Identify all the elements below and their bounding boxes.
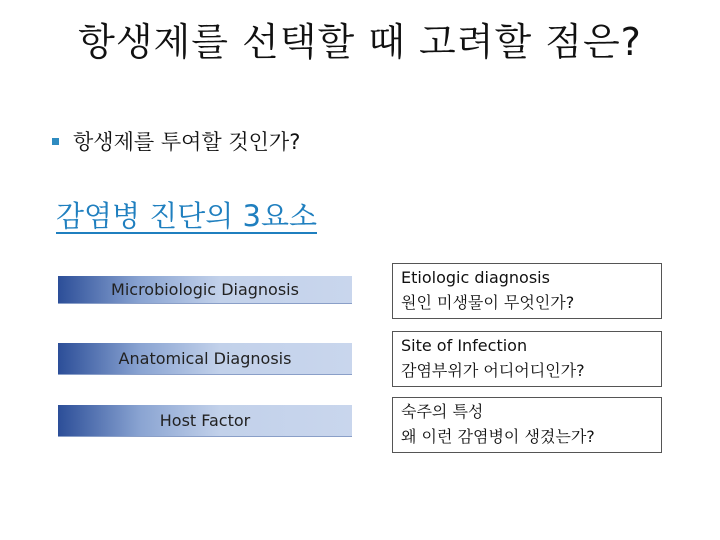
- factor-box-anatomical: [58, 343, 352, 375]
- factor-label: Host Factor: [159, 411, 251, 430]
- desc-box-microbiologic: [392, 263, 662, 319]
- factor-label: Anatomical Diagnosis: [118, 349, 292, 368]
- desc-box-anatomical: [392, 331, 662, 387]
- factor-box-host: [58, 405, 352, 437]
- desc-line: 왜 이런 감염병이 생겼는가?: [401, 427, 595, 446]
- bullet-square-icon: [52, 138, 59, 145]
- bullet-item: [52, 126, 300, 156]
- factor-box-microbiologic: [58, 276, 352, 304]
- desc-line: 감염부위가 어디어디인가?: [401, 361, 585, 380]
- desc-box-host: [392, 397, 662, 453]
- desc-line: 숙주의 특성: [401, 402, 484, 421]
- desc-line: 원인 미생물이 무엇인가?: [401, 293, 575, 312]
- slide-title: 항생제를 선택할 때 고려할 점은?: [78, 20, 642, 64]
- bullet-text: 항생제를 투여할 것인가?: [73, 130, 301, 154]
- section-heading: 감염병 진단의 3요소: [56, 199, 317, 233]
- desc-line: Etiologic diagnosis: [401, 268, 550, 287]
- factor-label: Microbiologic Diagnosis: [111, 280, 299, 299]
- desc-line: Site of Infection: [401, 336, 528, 355]
